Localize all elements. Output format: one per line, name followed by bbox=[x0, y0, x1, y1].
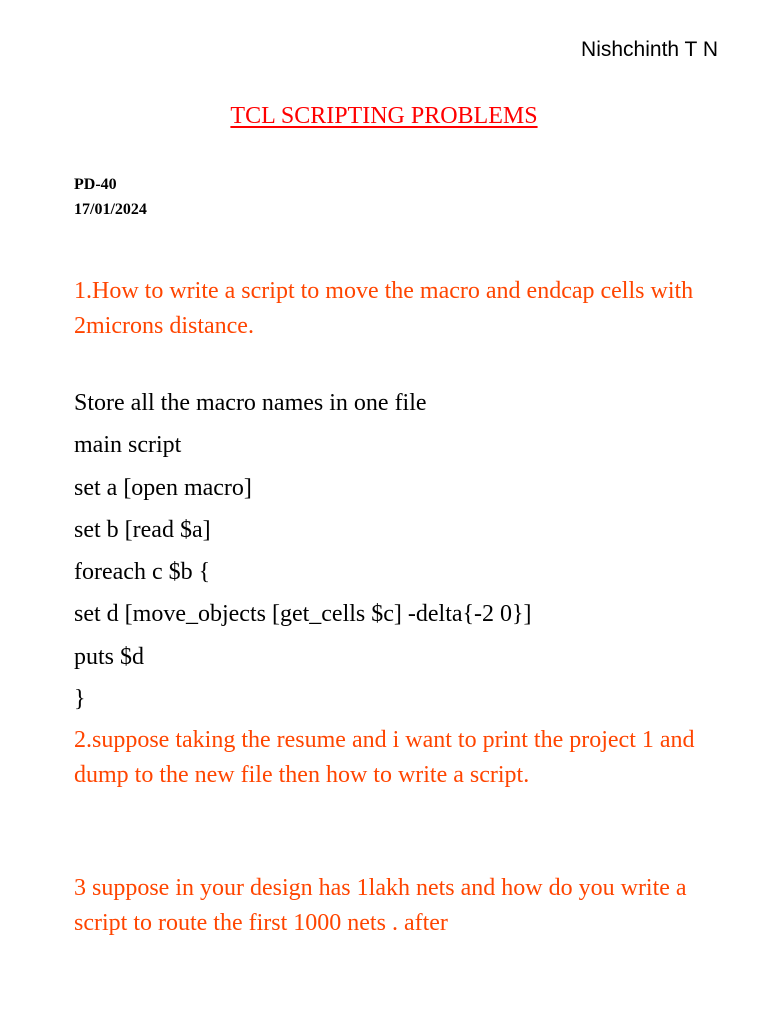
answer-line: set b [read $a] bbox=[74, 516, 211, 543]
answer-line: set a [open macro] bbox=[74, 474, 252, 501]
answer-1-script bbox=[74, 384, 714, 722]
answer-line: } bbox=[74, 686, 86, 713]
answer-line: puts $d bbox=[74, 643, 145, 670]
answer-line: main script bbox=[74, 432, 182, 459]
question-3: 3 suppose in your design has 1lakh nets and how do you write a script to route the first 1000 nets . after bbox=[74, 875, 687, 936]
batch-label: PD-40 bbox=[74, 176, 117, 193]
question-2: 2.suppose taking the resume and i want to print the project 1 and dump to the new file then how to write a script. bbox=[74, 727, 695, 788]
answer-line: set d [move_objects [get_cells $c] -delta{-2 0}] bbox=[74, 601, 532, 628]
answer-line: foreach c $b { bbox=[74, 559, 211, 586]
document-title: TCL SCRIPTING PROBLEMS bbox=[230, 103, 538, 129]
question-1: 1.How to write a script to move the macro and endcap cells with 2microns distance. bbox=[74, 278, 694, 339]
document-date: 17/01/2024 bbox=[74, 201, 147, 218]
author-name: Nishchinth T N bbox=[581, 38, 718, 61]
answer-line: Store all the macro names in one file bbox=[74, 390, 427, 416]
